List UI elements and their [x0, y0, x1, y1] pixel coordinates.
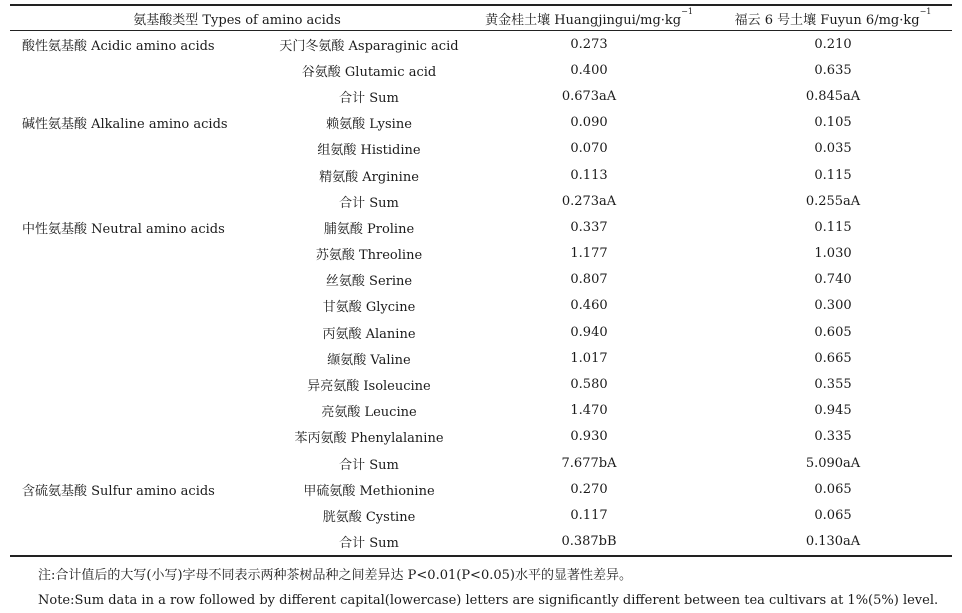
cell-huangjingui-value: 0.807 [570, 272, 608, 288]
cell-huangjingui-value: 0.400 [570, 62, 608, 78]
cell-fuyun6-value: 0.130aA [714, 529, 952, 556]
cell-fuyun6-value: 0.210 [814, 36, 852, 52]
cell-fuyun6-value: 0.945 [814, 403, 852, 419]
cell-amino-acid-name: 组氨酸 Histidine [317, 143, 421, 159]
cell-fuyun6-value: 0.635 [814, 62, 852, 78]
cell-fuyun6-value: 0.115 [814, 167, 852, 183]
header-amino-acid-type [10, 5, 464, 31]
cell-amino-acid-name: 脯氨酸 Proline [323, 221, 415, 237]
header-soil1-unit-exponent: −1 [681, 6, 693, 16]
cell-category [10, 83, 274, 109]
cell-huangjingui-value: 0.273aA [561, 193, 617, 209]
header-type-label: 氨基酸类型 Types of amino acids [133, 12, 341, 28]
cell-huangjingui-value: 0.270 [570, 481, 608, 497]
table-row [10, 371, 952, 397]
cell-category [10, 345, 274, 371]
cell-amino-acid-name: 异亮氨酸 Isoleucine [307, 379, 431, 395]
cell-fuyun6-value: 0.335 [814, 429, 852, 445]
cell-fuyun6-value: 0.065 [814, 481, 852, 497]
cell-amino-acid-name: 天门冬氨酸 Asparaginic acid [279, 38, 459, 54]
cell-fuyun6-value: 0.605 [814, 324, 852, 340]
cell-huangjingui-value: 1.017 [570, 350, 608, 366]
cell-amino-acid-name: 甲硫氨酸 Methionine [303, 483, 435, 499]
cell-huangjingui-value: 1.470 [570, 403, 608, 419]
cell-amino-acid-name: 亮氨酸 Leucine [321, 405, 417, 421]
table-notes [10, 563, 952, 613]
cell-category [10, 398, 274, 424]
table-row [10, 424, 952, 450]
cell-amino-acid-name: 合计 Sum [339, 195, 399, 211]
cell-category: 含硫氨基酸 Sulfur amino acids [22, 483, 215, 499]
cell-fuyun6-value: 0.665 [814, 350, 852, 366]
cell-fuyun6-value: 0.300 [814, 298, 852, 314]
table-row [10, 214, 952, 240]
note-english: Note:Sum data in a row followed by different capital(lowercase) letters are significantly different between tea cultivars at 1%(5%) level. [38, 592, 939, 608]
cell-category [10, 529, 274, 556]
table-row [10, 83, 952, 109]
cell-category [10, 293, 274, 319]
cell-amino-acid-name: 精氨酸 Arginine [319, 169, 419, 185]
cell-fuyun6-value: 0.255aA [805, 193, 861, 209]
header-soil2-unit-exponent: −1 [919, 6, 932, 16]
header-fuyun6-soil [714, 5, 952, 31]
cell-category: 中性氨基酸 Neutral amino acids [22, 221, 225, 237]
table-row [10, 110, 952, 136]
cell-category [10, 136, 274, 162]
cell-huangjingui-value: 0.387bB [464, 529, 714, 556]
cell-huangjingui-value: 0.117 [570, 507, 608, 523]
table-row [10, 267, 952, 293]
table-row [10, 345, 952, 371]
cell-category [10, 162, 274, 188]
cell-fuyun6-value: 0.105 [814, 115, 852, 131]
cell-fuyun6-value: 0.115 [814, 219, 852, 235]
cell-huangjingui-value: 0.273 [570, 36, 608, 52]
table-row [10, 476, 952, 502]
table-row [10, 136, 952, 162]
table-container [10, 4, 952, 613]
cell-amino-acid-name: 苏氨酸 Threoline [315, 248, 423, 264]
cell-category [10, 57, 274, 83]
cell-amino-acid-name: 谷氨酸 Glutamic acid [301, 64, 437, 80]
cell-amino-acid-name: 合计 Sum [274, 529, 464, 556]
cell-category [10, 424, 274, 450]
amino-acid-table [10, 4, 952, 557]
cell-amino-acid-name: 丝氨酸 Serine [325, 274, 413, 290]
table-row [10, 502, 952, 528]
cell-fuyun6-value: 5.090aA [805, 455, 861, 471]
table-row [10, 31, 952, 58]
table-row [10, 450, 952, 476]
cell-category [10, 267, 274, 293]
cell-category [10, 502, 274, 528]
note-chinese: 注:合计值后的大写(小写)字母不同表示两种茶树品种之间差异达 P<0.01(P<0.05)水平的显著性差异。 [38, 567, 632, 583]
cell-huangjingui-value: 7.677bA [561, 455, 617, 471]
cell-category: 酸性氨基酸 Acidic amino acids [22, 38, 215, 54]
table-row [10, 188, 952, 214]
table-row [10, 162, 952, 188]
cell-huangjingui-value: 0.113 [570, 167, 608, 183]
cell-category [10, 371, 274, 397]
cell-huangjingui-value: 1.177 [570, 246, 608, 262]
table-row [10, 57, 952, 83]
cell-huangjingui-value: 0.673aA [561, 88, 617, 104]
cell-fuyun6-value: 0.065 [814, 507, 852, 523]
header-huangjingui-soil [464, 5, 714, 31]
cell-amino-acid-name: 苯丙氨酸 Phenylalanine [294, 431, 444, 447]
cell-category [10, 241, 274, 267]
table-row [10, 398, 952, 424]
cell-amino-acid-name: 甘氨酸 Glycine [322, 300, 416, 316]
cell-amino-acid-name: 合计 Sum [339, 457, 399, 473]
cell-category: 碱性氨基酸 Alkaline amino acids [22, 117, 228, 133]
header-soil1-label: 黄金桂土壤 Huangjingui/mg·kg [485, 12, 682, 28]
table-header-row [10, 5, 952, 31]
cell-amino-acid-name: 缬氨酸 Valine [327, 352, 411, 368]
cell-fuyun6-value: 0.355 [814, 377, 852, 393]
cell-fuyun6-value: 0.845aA [805, 88, 861, 104]
table-row [10, 241, 952, 267]
header-soil2-label: 福云 6 号土壤 Fuyun 6/mg·kg [734, 12, 920, 28]
cell-fuyun6-value: 0.035 [814, 141, 852, 157]
cell-fuyun6-value: 1.030 [814, 246, 852, 262]
table-row [10, 319, 952, 345]
cell-huangjingui-value: 0.930 [570, 429, 608, 445]
cell-category [10, 319, 274, 345]
cell-huangjingui-value: 0.580 [570, 377, 608, 393]
cell-amino-acid-name: 合计 Sum [339, 90, 399, 106]
cell-category [10, 450, 274, 476]
cell-huangjingui-value: 0.940 [570, 324, 608, 340]
cell-amino-acid-name: 胱氨酸 Cystine [322, 509, 416, 525]
cell-huangjingui-value: 0.090 [570, 115, 608, 131]
table-body [10, 31, 952, 556]
table-row [10, 293, 952, 319]
cell-fuyun6-value: 0.740 [814, 272, 852, 288]
table-row [10, 529, 952, 556]
cell-huangjingui-value: 0.460 [570, 298, 608, 314]
cell-huangjingui-value: 0.070 [570, 141, 608, 157]
cell-category [10, 188, 274, 214]
cell-huangjingui-value: 0.337 [570, 219, 608, 235]
cell-amino-acid-name: 赖氨酸 Lysine [326, 117, 412, 133]
cell-amino-acid-name: 丙氨酸 Alanine [322, 326, 416, 342]
